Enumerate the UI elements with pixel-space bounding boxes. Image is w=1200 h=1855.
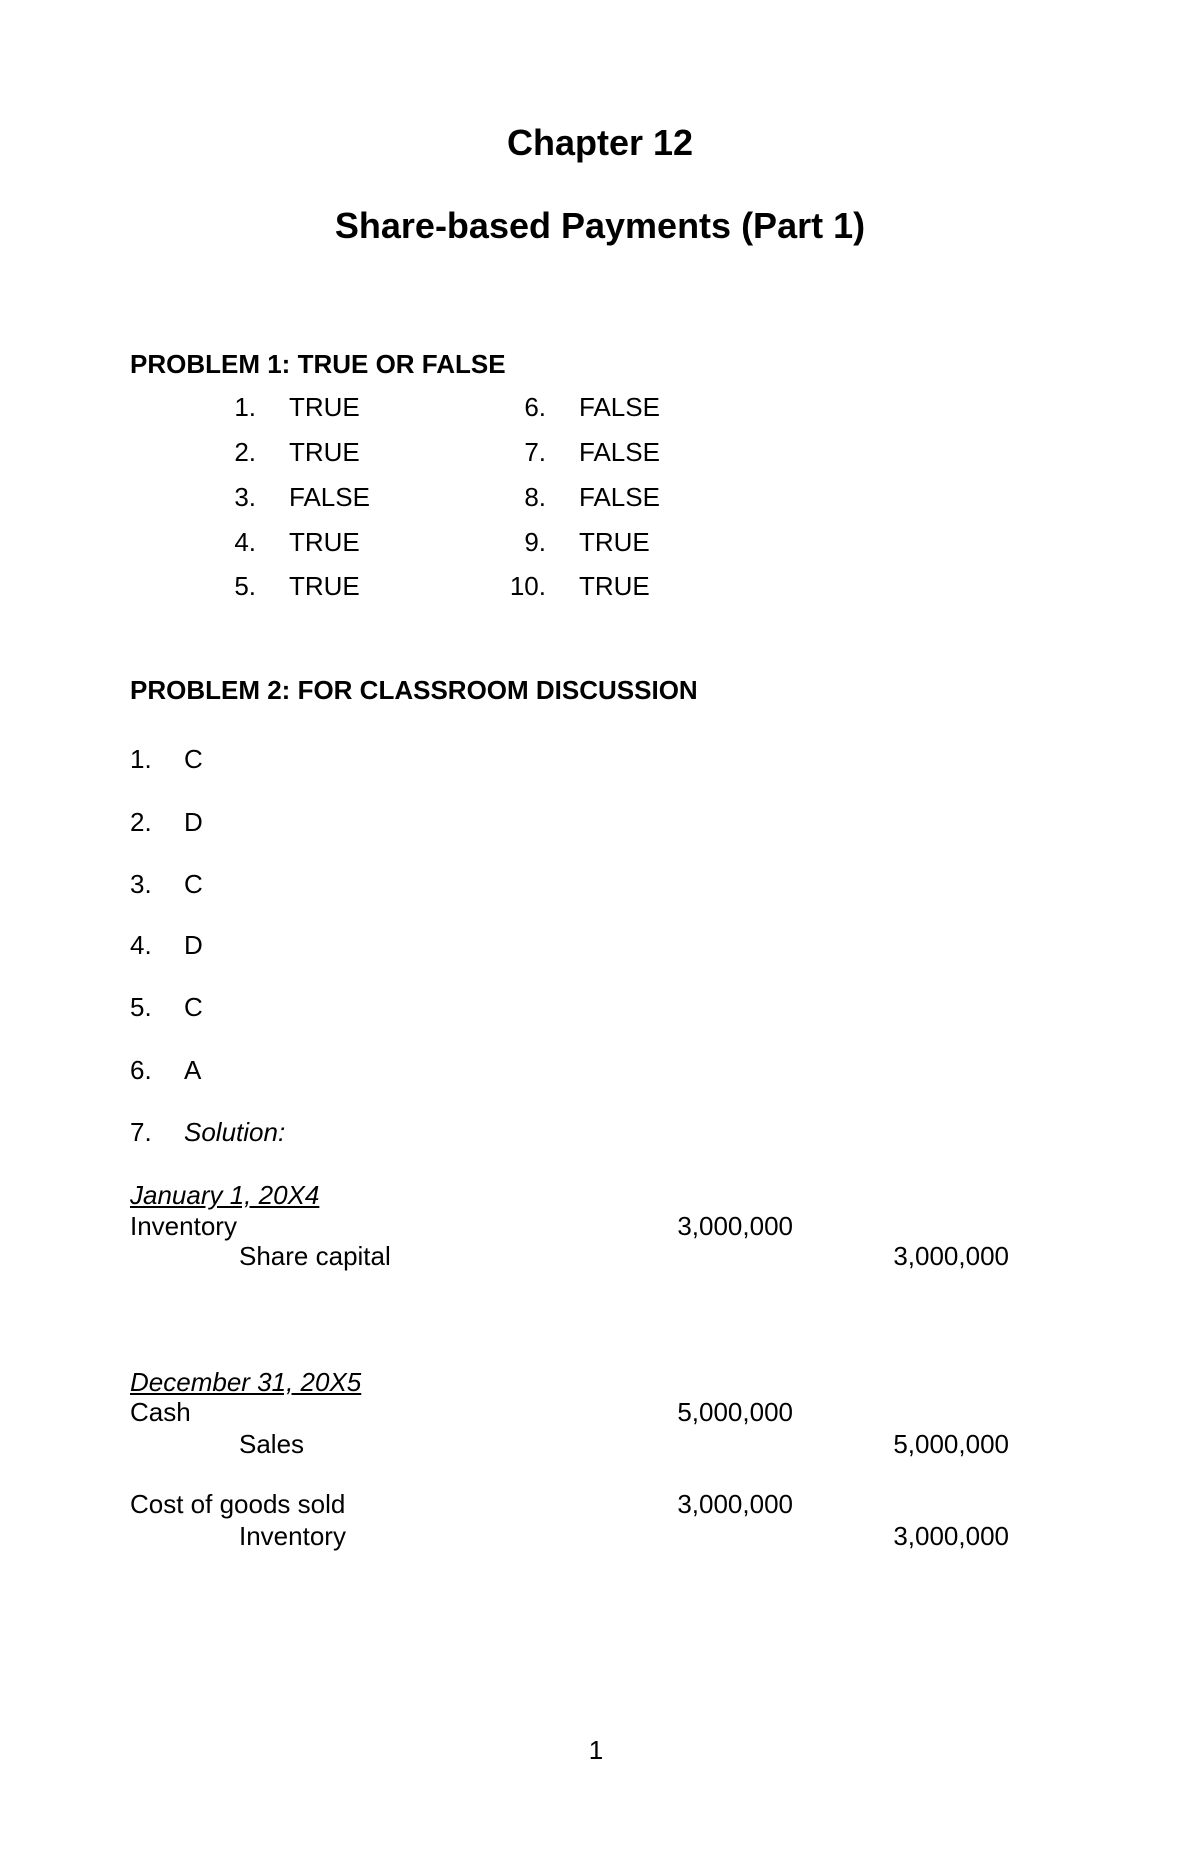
chapter-subtitle: Share-based Payments (Part 1) <box>334 205 866 246</box>
page-number: 1 <box>588 1735 604 1765</box>
list-item-answer: Solution: <box>184 1117 286 1147</box>
list-item-answer: C <box>184 869 203 899</box>
chapter-title: Chapter 12 <box>506 122 694 163</box>
debit-account: Cash <box>130 1397 191 1427</box>
debit-amount: 3,000,000 <box>677 1211 793 1241</box>
list-item-answer: TRUE <box>289 437 360 467</box>
problem1-heading: PROBLEM 1: TRUE OR FALSE <box>130 349 506 379</box>
credit-account: Inventory <box>239 1521 346 1551</box>
list-item-answer: FALSE <box>579 482 660 512</box>
list-item-number: 8. <box>524 482 546 512</box>
debit-amount: 5,000,000 <box>677 1397 793 1427</box>
list-item-number: 3. <box>130 869 152 899</box>
list-item-answer: TRUE <box>579 571 650 601</box>
list-item-number: 1. <box>130 744 152 774</box>
debit-amount: 3,000,000 <box>677 1489 793 1519</box>
list-item-answer: FALSE <box>579 392 660 422</box>
list-item-number: 7. <box>524 437 546 467</box>
list-item-number: 7. <box>130 1117 152 1147</box>
list-item-answer: A <box>184 1055 202 1085</box>
list-item-number: 4. <box>130 930 152 960</box>
list-item-answer: FALSE <box>579 437 660 467</box>
list-item-answer: TRUE <box>289 392 360 422</box>
list-item-number: 6. <box>130 1055 152 1085</box>
list-item-answer: FALSE <box>289 482 370 512</box>
list-item-answer: TRUE <box>289 527 360 557</box>
list-item-answer: D <box>184 807 203 837</box>
list-item-answer: C <box>184 992 203 1022</box>
list-item-answer: C <box>184 744 203 774</box>
debit-account: Cost of goods sold <box>130 1489 346 1519</box>
list-item-number: 3. <box>234 482 256 512</box>
list-item-number: 6. <box>524 392 546 422</box>
credit-account: Sales <box>239 1429 305 1459</box>
credit-amount: 3,000,000 <box>893 1241 1009 1271</box>
credit-amount: 3,000,000 <box>893 1521 1009 1551</box>
list-item-number: 5. <box>234 571 256 601</box>
list-item-answer: TRUE <box>289 571 360 601</box>
entry-date: January 1, 20X4 <box>130 1180 320 1210</box>
credit-account: Share capital <box>239 1241 391 1271</box>
debit-account: Inventory <box>130 1211 237 1241</box>
list-item-number: 2. <box>130 807 152 837</box>
entry-date: December 31, 20X5 <box>130 1367 362 1397</box>
list-item-number: 5. <box>130 992 152 1022</box>
list-item-number: 4. <box>234 527 256 557</box>
problem2-heading: PROBLEM 2: FOR CLASSROOM DISCUSSION <box>130 675 698 705</box>
list-item-answer: TRUE <box>579 527 650 557</box>
credit-amount: 5,000,000 <box>893 1429 1009 1459</box>
list-item-number: 10. <box>509 571 546 601</box>
list-item-answer: D <box>184 930 203 960</box>
list-item-number: 1. <box>234 392 256 422</box>
list-item-number: 2. <box>234 437 256 467</box>
list-item-number: 9. <box>524 527 546 557</box>
